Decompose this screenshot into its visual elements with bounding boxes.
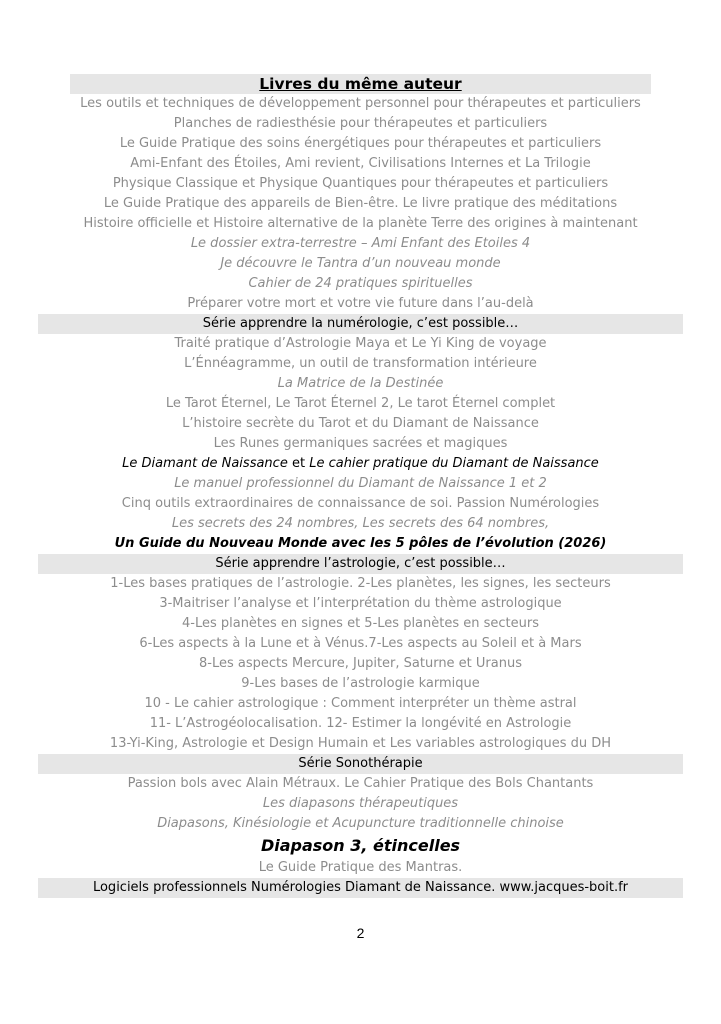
book-title: Le Diamant de Naissance [122, 456, 288, 471]
list-item: Les diapasons thérapeutiques [262, 796, 459, 811]
list-item: 8-Les aspects Mercure, Jupiter, Saturne et Uranus [199, 656, 522, 671]
list-item: 4-Les planètes en signes et 5-Les planètes en secteurs [181, 616, 539, 631]
list-item: Traité pratique d’Astrologie Maya et Le Yi King de voyage [174, 336, 547, 351]
list-title: Livres du même auteur [70, 74, 651, 94]
section-header-sonotherapie: Série Sonothérapie [38, 754, 683, 774]
list-item: Histoire officielle et Histoire alternative de la planète Terre des origines à maintenant [83, 216, 638, 231]
book-list [0, 74, 721, 898]
list-item: L’Énnéagramme, un outil de transformation intérieure [184, 356, 537, 371]
list-item [0, 454, 721, 474]
list-item: Le Guide Pratique des Mantras. [258, 860, 463, 875]
list-item: 3-Maitriser l’analyse et l’interprétation du thème astrologique [159, 596, 562, 611]
list-item: Ami-Enfant des Étoiles, Ami revient, Civilisations Internes et La Trilogie [130, 156, 591, 171]
list-item: 6-Les aspects à la Lune et à Vénus.7-Les aspects au Soleil et à Mars [139, 636, 582, 651]
section-header-numerologie: Série apprendre la numérologie, c’est possible… [38, 314, 683, 334]
list-item: Le dossier extra-terrestre – Ami Enfant des Etoiles 4 [190, 236, 531, 251]
list-item: Préparer votre mort et votre vie future dans l’au-delà [187, 296, 534, 311]
footer-bar: Logiciels professionnels Numérologies Diamant de Naissance. www.jacques-boit.fr [38, 878, 683, 898]
list-item: 1-Les bases pratiques de l’astrologie. 2-Les planètes, les signes, les secteurs [110, 576, 611, 591]
list-item: 13-Yi-King, Astrologie et Design Humain et Les variables astrologiques du DH [109, 736, 612, 751]
list-item: 11- L’Astrogéolocalisation. 12- Estimer la longévité en Astrologie [149, 716, 572, 731]
list-item: Diapasons, Kinésiologie et Acupuncture traditionnelle chinoise [157, 816, 564, 831]
list-item: Le Guide Pratique des appareils de Bien-être. Le livre pratique des méditations [103, 196, 618, 211]
list-item: 9-Les bases de l’astrologie karmique [241, 676, 480, 691]
list-item-highlight: Diapason 3, étincelles [260, 836, 461, 855]
list-item: L’histoire secrète du Tarot et du Diamant de Naissance [182, 416, 539, 431]
list-item: Planches de radiesthésie pour thérapeutes et particuliers [173, 116, 548, 131]
list-item: Cahier de 24 pratiques spirituelles [248, 276, 473, 291]
list-item: La Matrice de la Destinée [277, 376, 444, 391]
list-item: Les outils et techniques de développement personnel pour thérapeutes et particuliers [80, 96, 641, 111]
conjunction: et [287, 456, 310, 471]
list-item: Un Guide du Nouveau Monde avec les 5 pôles de l’évolution (2026) [114, 536, 607, 551]
list-item: Le Guide Pratique des soins énergétiques pour thérapeutes et particuliers [119, 136, 602, 151]
list-item: Le manuel professionnel du Diamant de Naissance 1 et 2 [174, 476, 547, 491]
list-item: Je découvre le Tantra d’un nouveau monde [220, 256, 501, 271]
list-item: Le Tarot Éternel, Le Tarot Éternel 2, Le tarot Éternel complet [165, 396, 556, 411]
list-item: Passion bols avec Alain Métraux. Le Cahier Pratique des Bols Chantants [127, 776, 594, 791]
list-item: 10 - Le cahier astrologique : Comment interpréter un thème astral [144, 696, 577, 711]
list-item: Les secrets des 24 nombres, Les secrets des 64 nombres, [171, 516, 550, 531]
page-number: 2 [356, 925, 365, 941]
book-title: Le cahier pratique du Diamant de Naissance [309, 456, 599, 471]
list-item: Les Runes germaniques sacrées et magiques [213, 436, 508, 451]
list-item: Cinq outils extraordinaires de connaissance de soi. Passion Numérologies [121, 496, 600, 511]
list-item: Physique Classique et Physique Quantiques pour thérapeutes et particuliers [112, 176, 609, 191]
section-header-astrologie: Série apprendre l’astrologie, c’est possible… [38, 554, 683, 574]
